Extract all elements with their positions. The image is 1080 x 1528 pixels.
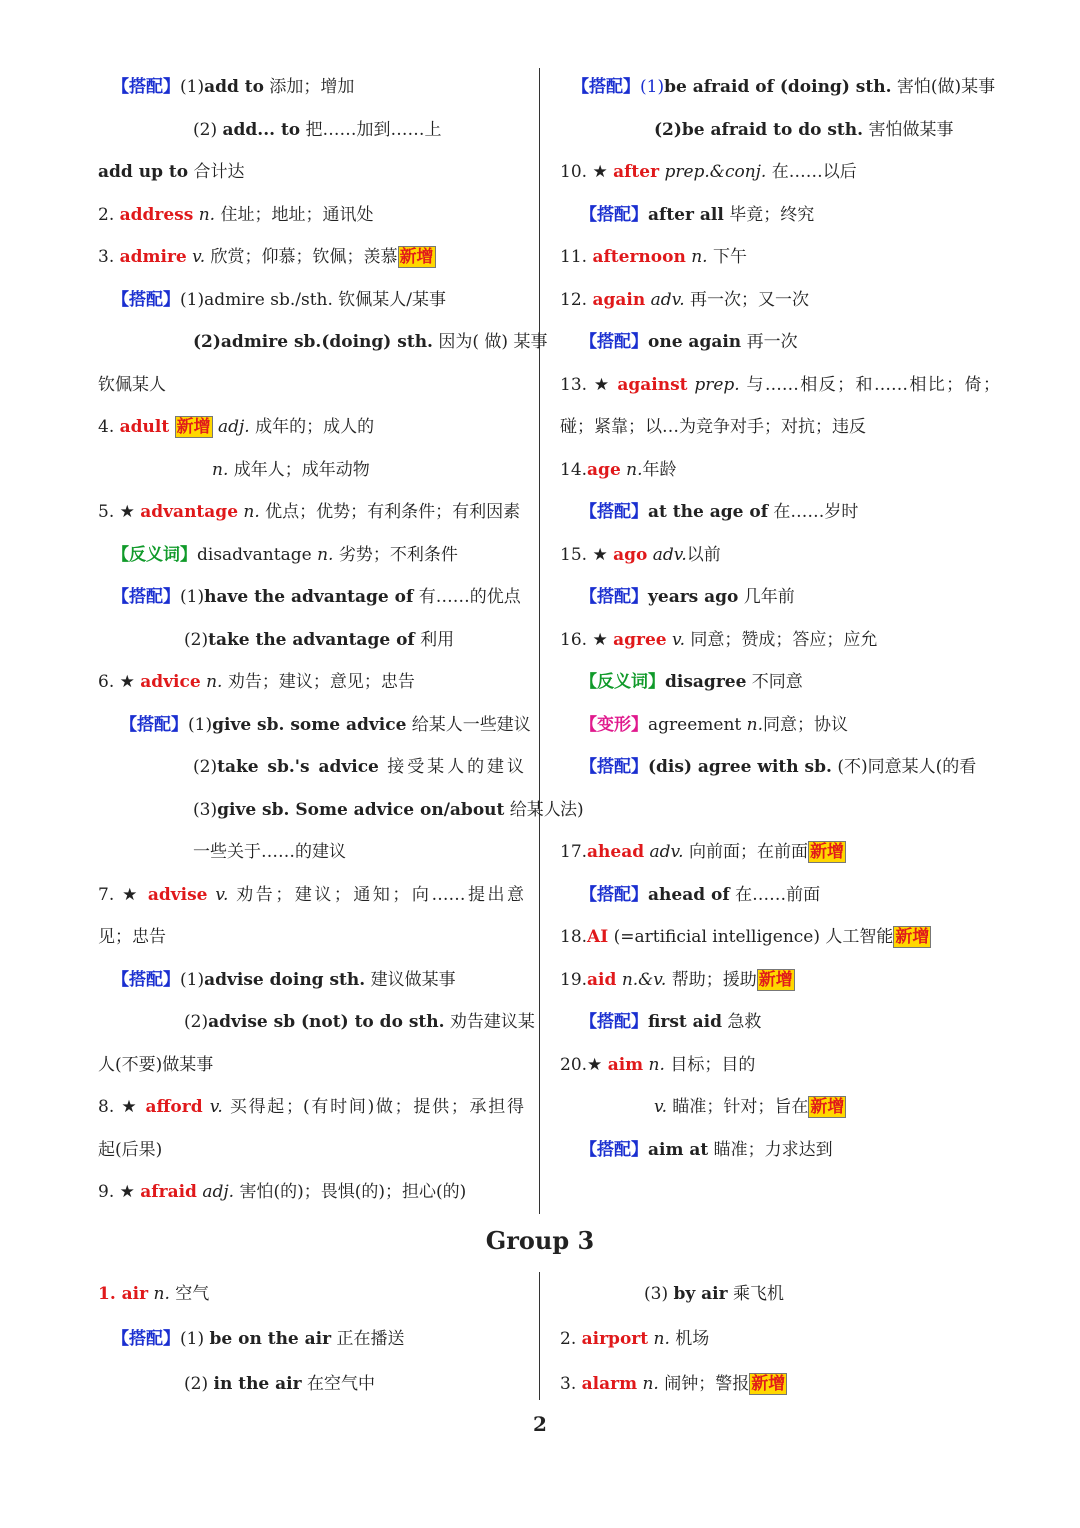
collocation-tag: 【搭配】 bbox=[580, 587, 648, 607]
headword: advantage bbox=[140, 502, 239, 522]
entry-line: 20.★ aim n. 目标；目的 bbox=[560, 1054, 756, 1075]
page-number: 2 bbox=[533, 1412, 547, 1436]
headword: airport bbox=[581, 1329, 649, 1349]
headword: aim bbox=[607, 1054, 644, 1075]
collocation-tag: 【搭配】 bbox=[580, 1012, 648, 1032]
entry-line: 2. airport n. 机场 bbox=[560, 1329, 710, 1349]
group3-right-column bbox=[560, 1272, 1000, 1407]
entry-line: 钦佩某人 bbox=[98, 374, 166, 395]
headword: ago bbox=[613, 544, 648, 565]
entry-line: 见；忠告 bbox=[98, 927, 166, 947]
headword: after bbox=[613, 162, 660, 182]
entry-line: 16. ★ agree v. 同意；赞成；答应；应允 bbox=[560, 629, 878, 650]
entry-line: add up to 合计达 bbox=[98, 162, 245, 182]
entry-line: 6. ★ advice n. 劝告；建议；意见；忠告 bbox=[98, 672, 415, 692]
entry-line: 【搭配】(1)admire sb./sth. 钦佩某人/某事 bbox=[112, 289, 447, 310]
collocation-tag: 【搭配】 bbox=[580, 204, 648, 225]
entry-line: 人(不要)做某事 bbox=[98, 1054, 214, 1075]
new-badge: 新增 bbox=[895, 927, 930, 947]
entry-line: 【搭配】(dis) agree with sb. (不)同意某人(的看 bbox=[580, 757, 977, 777]
headword: agree bbox=[613, 629, 667, 650]
entry-line: 2. address n. 住址；地址；通讯处 bbox=[98, 204, 374, 225]
collocation-tag: 【搭配】 bbox=[112, 1329, 180, 1349]
headword: aid bbox=[587, 969, 617, 990]
entry-line: 13. ★ against prep. 与……相反；和……相比；倚； bbox=[560, 374, 1000, 395]
new-badge: 新增 bbox=[751, 1374, 786, 1394]
entry-line: 【搭配】first aid 急救 bbox=[580, 1012, 762, 1032]
entry-line: 10. ★ after prep.&conj. 在……以后 bbox=[560, 162, 857, 182]
column-divider-bottom bbox=[539, 1272, 540, 1400]
entry-line: 【搭配】(1)advise doing sth. 建议做某事 bbox=[112, 969, 456, 990]
entry-line: 一些关于……的建议 bbox=[193, 842, 346, 862]
entry-line: 9. ★ afraid adj. 害怕(的)；畏惧(的)；担心(的) bbox=[98, 1182, 467, 1202]
collocation-tag: 【搭配】 bbox=[580, 884, 648, 905]
entry-line: (2)be afraid to do sth. 害怕做某事 bbox=[654, 119, 954, 140]
new-badge: 新增 bbox=[810, 1097, 845, 1117]
entry-line: (3) by air 乘飞机 bbox=[644, 1284, 785, 1304]
group3-left-column bbox=[98, 1272, 524, 1407]
entry-line: 【搭配】(1)be afraid of (doing) sth. 害怕(做)某事 bbox=[572, 77, 996, 97]
new-badge: 新增 bbox=[176, 417, 211, 437]
entry-line: 【搭配】one again 再一次 bbox=[580, 332, 798, 352]
variant-tag: 【变形】 bbox=[580, 714, 648, 735]
entry-line: 7. ★ advise v. 劝告；建议；通知；向……提出意 bbox=[98, 884, 524, 905]
entry-line: 3. admire v. 欣赏；仰慕；钦佩；羡慕 新增 bbox=[98, 247, 434, 267]
entry-line: (2)advise sb (not) to do sth. 劝告建议某 bbox=[184, 1012, 535, 1032]
new-badge: 新增 bbox=[399, 247, 434, 267]
entry-line: 14.age n.年龄 bbox=[560, 459, 677, 480]
entry-line: 5. ★ advantage n. 优点；优势；有利条件；有利因素 bbox=[98, 502, 521, 522]
headword: address bbox=[119, 204, 194, 225]
headword: alarm bbox=[581, 1374, 638, 1394]
entry-line: 3. alarm n. 闹钟；警报 新增 bbox=[560, 1374, 786, 1394]
headword: afraid bbox=[140, 1182, 197, 1202]
entry-line: 12. again adv. 再一次；又一次 bbox=[560, 289, 810, 310]
left-column bbox=[98, 66, 561, 1214]
entry-line: 【反义词】disagree 不同意 bbox=[580, 672, 803, 692]
column-divider-top bbox=[539, 68, 540, 1214]
headword: again bbox=[592, 289, 646, 310]
entry-line: 8. ★ afford v. 买得起；(有时间)做；提供；承担得 bbox=[98, 1097, 524, 1117]
entry-line: 17.ahead adv. 向前面；在前面 新增 bbox=[560, 842, 844, 862]
collocation-tag: 【搭配】 bbox=[112, 77, 180, 97]
entry-line: (3)give sb. Some advice on/about 给某人 bbox=[193, 799, 561, 820]
entry-line: 碰；紧靠；以…为竞争对手；对抗；违反 bbox=[560, 417, 866, 437]
headword: advice bbox=[140, 672, 201, 692]
entry-line: (2) in the air 在空气中 bbox=[184, 1374, 376, 1394]
headword: air bbox=[121, 1284, 149, 1304]
headword: AI bbox=[587, 927, 609, 947]
entry-line: (2)admire sb.(doing) sth. 因为( 做) 某事 bbox=[193, 332, 548, 352]
entry-line: 法) bbox=[560, 799, 584, 820]
entry-line: 【搭配】aim at 瞄准；力求达到 bbox=[580, 1139, 833, 1160]
headword: afternoon bbox=[592, 247, 686, 267]
headword: adult bbox=[119, 417, 170, 437]
entry-line: 4. adult 新增 adj. 成年的；成人的 bbox=[98, 417, 375, 437]
entry-line: (2)take sb.'s advice 接受某人的建议 bbox=[193, 757, 524, 777]
headword: afford bbox=[145, 1097, 203, 1117]
entry-line: 起(后果) bbox=[98, 1139, 163, 1160]
entry-line: 1. air n. 空气 bbox=[98, 1284, 210, 1304]
collocation-tag: 【搭配】 bbox=[120, 714, 188, 735]
entry-line: 【反义词】disadvantage n. 劣势；不利条件 bbox=[112, 544, 458, 565]
entry-line: (2) add... to 把……加到……上 bbox=[193, 119, 442, 140]
entry-line: 19.aid n.&v. 帮助；援助 新增 bbox=[560, 969, 793, 990]
entry-line: 【搭配】ahead of 在……前面 bbox=[580, 884, 821, 905]
collocation-tag: 【搭配】 bbox=[112, 969, 180, 990]
entry-line: 【搭配】after all 毕竟；终究 bbox=[580, 204, 815, 225]
entry-line: 【变形】agreement n.同意；协议 bbox=[580, 714, 848, 735]
entry-line: 【搭配】(1)have the advantage of 有……的优点 bbox=[112, 587, 521, 607]
antonym-tag: 【反义词】 bbox=[112, 544, 197, 565]
collocation-tag: 【搭配】 bbox=[580, 502, 648, 522]
entry-line: 【搭配】(1)add to 添加；增加 bbox=[112, 77, 355, 97]
headword: ahead bbox=[587, 842, 645, 862]
entry-line: 【搭配】at the age of 在……岁时 bbox=[580, 502, 859, 522]
collocation-tag: 【搭配】 bbox=[572, 77, 640, 97]
right-column bbox=[560, 66, 1000, 1171]
new-badge: 新增 bbox=[758, 969, 793, 990]
collocation-tag: 【搭配】 bbox=[112, 289, 180, 310]
collocation-tag: 【搭配】 bbox=[112, 587, 180, 607]
entry-line: 18.AI (=artificial intelligence) 人工智能 新增 bbox=[560, 927, 930, 947]
entry-line: n. 成年人；成年动物 bbox=[212, 459, 370, 480]
headword: against bbox=[617, 374, 688, 395]
entry-line: 【搭配】(1) be on the air 正在播送 bbox=[112, 1329, 405, 1349]
entry-line: 【搭配】years ago 几年前 bbox=[580, 587, 795, 607]
entry-line: 15. ★ ago adv.以前 bbox=[560, 544, 721, 565]
headword: advise bbox=[147, 884, 208, 905]
new-badge: 新增 bbox=[809, 842, 844, 862]
group-title: Group 3 bbox=[485, 1226, 595, 1255]
entry-line: (2)take the advantage of 利用 bbox=[184, 629, 455, 650]
collocation-tag: 【搭配】 bbox=[580, 757, 648, 777]
antonym-tag: 【反义词】 bbox=[580, 672, 665, 692]
headword: age bbox=[587, 459, 621, 480]
entry-line: v. 瞄准；针对；旨在 新增 bbox=[654, 1097, 845, 1117]
collocation-tag: 【搭配】 bbox=[580, 332, 648, 352]
collocation-tag: 【搭配】 bbox=[580, 1139, 648, 1160]
headword: admire bbox=[119, 247, 187, 267]
entry-line: 11. afternoon n. 下午 bbox=[560, 247, 747, 267]
entry-line: 【搭配】(1)give sb. some advice 给某人一些建议 bbox=[120, 714, 531, 735]
